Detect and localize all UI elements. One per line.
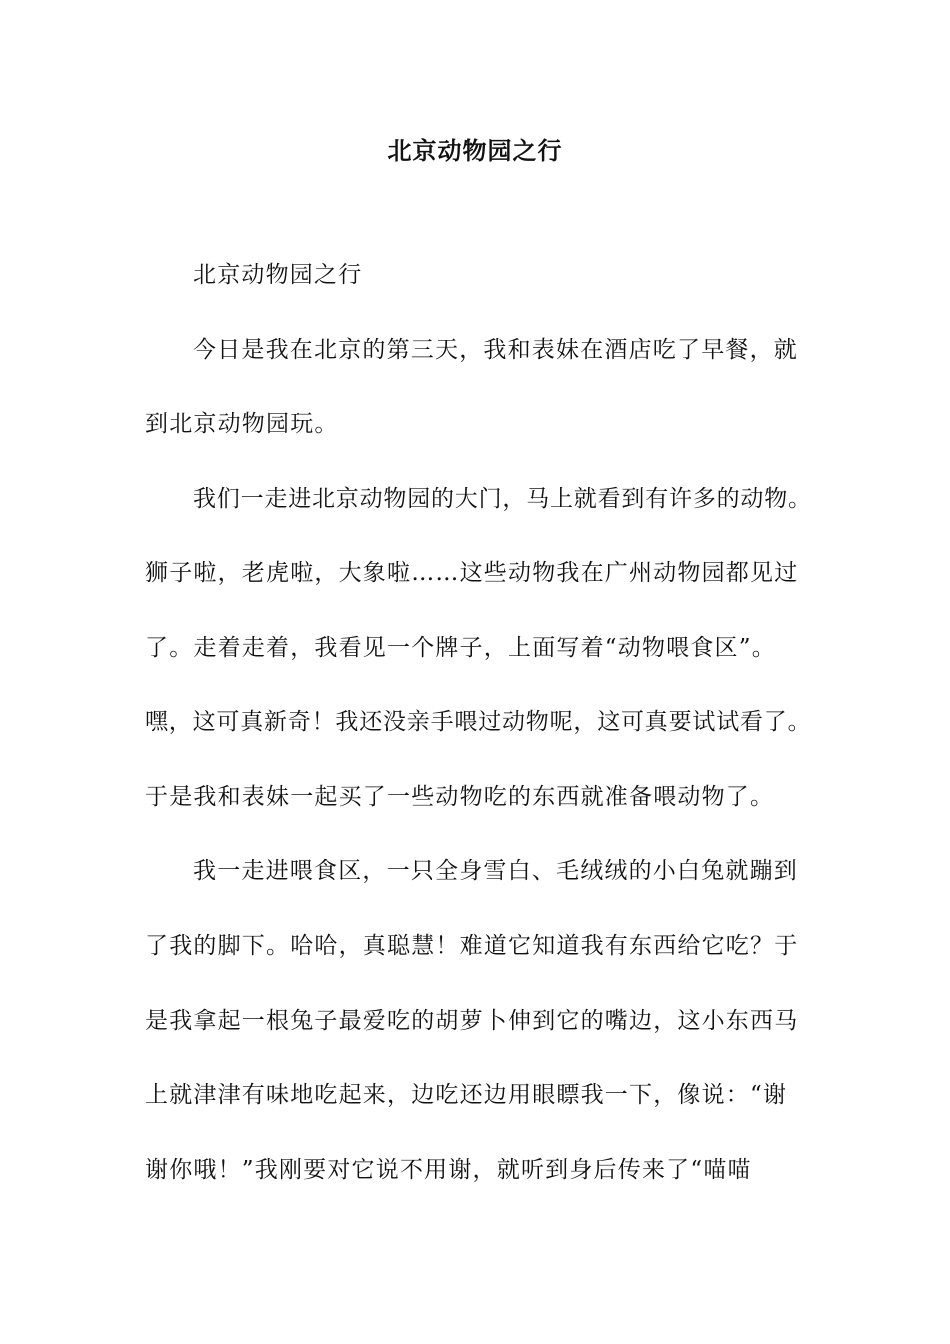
text-line: 上就津津有味地吃起来，边吃还边用眼瞟我一下，像说：“谢 (145, 1082, 788, 1108)
paragraph-heading: 北京动物园之行 (193, 262, 363, 288)
text-line: 了。走着走着，我看见一个牌子，上面写着“动物喂食区”。 (145, 635, 776, 661)
document-title: 北京动物园之行 (387, 136, 563, 165)
text-line: 嘿，这可真新奇！我还没亲手喂过动物呢，这可真要试试看了。 (145, 709, 812, 735)
text-line: 我们一走进北京动物园的大门，马上就看到有许多的动物。 (193, 486, 812, 512)
text-line: 今日是我在北京的第三天，我和表妹在酒店吃了早餐，就 (193, 337, 798, 363)
text-line: 是我拿起一根兔子最爱吃的胡萝卜伸到它的嘴边，这小东西马 (145, 1008, 799, 1034)
text-line: 于是我和表妹一起买了一些动物吃的东西就准备喂动物了。 (145, 784, 775, 810)
text-line: 狮子啦，老虎啦，大象啦……这些动物我在广州动物园都见过 (145, 560, 799, 586)
text-line: 谢你哦！”我刚要对它说不用谢，就听到身后传来了“喵喵 (145, 1157, 752, 1183)
text-line: 我一走进喂食区，一只全身雪白、毛绒绒的小白兔就蹦到 (193, 858, 798, 884)
text-line: 到北京动物园玩。 (145, 411, 339, 437)
text-line: 了我的脚下。哈哈，真聪慧！难道它知道我有东西给它吃？于 (145, 933, 799, 959)
